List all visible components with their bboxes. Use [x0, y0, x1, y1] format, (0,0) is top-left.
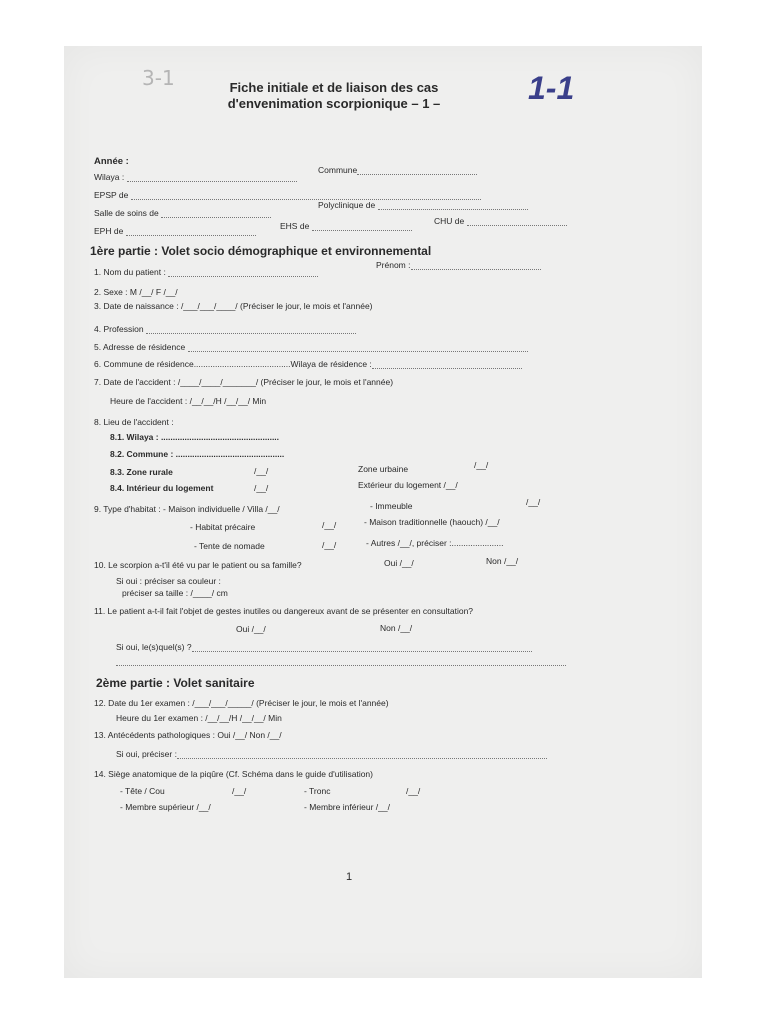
q6-label: 6. Commune de résidence.........................................Wilaya de résidence : [94, 359, 372, 369]
handwritten-reference: 1-1 [528, 70, 575, 106]
form-title [204, 80, 464, 112]
q10-non-checkbox[interactable]: Non /__/ [486, 556, 519, 566]
q7-date-accident[interactable]: 7. Date de l'accident : /____/____/_______/ (Préciser le jour, le mois et l'année) [94, 377, 394, 387]
wilaya-label: Wilaya : [94, 172, 125, 182]
part2-title: 2ème partie : Volet sanitaire [96, 676, 255, 690]
q8-2-commune[interactable]: 8.2. Commune : .............................................. [110, 449, 285, 459]
q9-tente-checkbox[interactable]: /__/ [322, 540, 337, 550]
q8-3-zone-rurale-label: 8.3. Zone rurale [110, 467, 173, 477]
chu-label: CHU de [434, 216, 465, 226]
salle-label: Salle de soins de [94, 208, 159, 218]
title-line-2: d'envenimation scorpionique – 1 – [227, 96, 441, 111]
q14-tete-label: - Tête / Cou [120, 786, 165, 796]
q11-gestes: 11. Le patient a-t-il fait l'objet de gestes inutiles ou dangereux avant de se présenter en consultation? [94, 606, 474, 616]
q9-precaire-label: - Habitat précaire [190, 522, 256, 532]
q14-membre-superieur-option[interactable]: - Membre supérieur /__/ [120, 802, 211, 812]
q8-3-zone-urbaine-checkbox[interactable]: /__/ [474, 460, 489, 470]
q8-3-zone-urbaine-label: Zone urbaine [358, 464, 409, 474]
q9-autres-option[interactable]: - Autres /__/, préciser :...................... [366, 538, 504, 548]
wilaya-field[interactable] [94, 172, 297, 182]
ehs-label: EHS de [280, 221, 310, 231]
q1-nom-field[interactable] [94, 267, 318, 277]
q1-label: 1. Nom du patient : [94, 267, 166, 277]
q8-lieu: 8. Lieu de l'accident : [94, 417, 174, 427]
q12-heure-examen[interactable]: Heure du 1er examen : /__/__/H /__/__/ Min [116, 713, 282, 723]
q13-preciser-label: Si oui, préciser : [116, 749, 177, 759]
q4-profession-field[interactable] [94, 324, 356, 334]
q4-label: 4. Profession [94, 324, 144, 334]
q8-3-zone-rurale-checkbox[interactable]: /__/ [254, 466, 269, 476]
chu-field[interactable] [434, 216, 567, 226]
q6-commune-field[interactable] [94, 359, 522, 369]
q14-membre-inferieur-option[interactable]: - Membre inférieur /__/ [304, 802, 390, 812]
polyclinique-field[interactable] [318, 200, 528, 210]
q9-traditionnelle-option[interactable]: - Maison traditionnelle (haouch) /__/ [364, 517, 500, 527]
part1-title: 1ère partie : Volet socio démographique et environnemental [90, 244, 432, 258]
eph-label: EPH de [94, 226, 124, 236]
q9-precaire-checkbox[interactable]: /__/ [322, 520, 337, 530]
q11-lesquels-line-2[interactable] [116, 656, 566, 666]
q8-4-exterieur-option[interactable]: Extérieur du logement /__/ [358, 480, 458, 490]
q9-type-habitat[interactable]: 9. Type d'habitat : - Maison individuelle / Villa /__/ [94, 504, 280, 514]
epsp-label: EPSP de [94, 190, 129, 200]
q3-date-naissance[interactable]: 3. Date de naissance : /___/___/____/ (Préciser le jour, le mois et l'année) [94, 301, 373, 311]
ehs-field[interactable] [280, 221, 412, 231]
q10-couleur-field[interactable]: Si oui : préciser sa couleur : [116, 576, 221, 586]
polyclinique-label: Polyclinique de [318, 200, 376, 210]
q8-4-interieur-checkbox[interactable]: /__/ [254, 483, 269, 493]
q14-tronc-checkbox[interactable]: /__/ [406, 786, 421, 796]
q13-antecedents[interactable]: 13. Antécédents pathologiques : Oui /__/ Non /__/ [94, 730, 282, 740]
q14-siege-piqure: 14. Siège anatomique de la piqûre (Cf. Schéma dans le guide d'utilisation) [94, 769, 373, 779]
q10-oui-checkbox[interactable]: Oui /__/ [384, 558, 414, 568]
q1-prenom-label: Prénom : [376, 260, 411, 270]
q14-tete-checkbox[interactable]: /__/ [232, 786, 247, 796]
commune-label: Commune [318, 165, 358, 175]
q2-sexe[interactable]: 2. Sexe : M /__/ F /__/ [94, 287, 178, 297]
q10-taille-field[interactable]: préciser sa taille : /____/ cm [122, 588, 228, 598]
title-line-1: Fiche initiale et de liaison des cas [229, 80, 439, 95]
eph-field[interactable] [94, 226, 256, 236]
q9-tente-label: - Tente de nomade [194, 541, 265, 551]
q9-immeuble-checkbox[interactable]: /__/ [526, 497, 541, 507]
q11-oui-checkbox[interactable]: Oui /__/ [236, 624, 266, 634]
q12-date-examen[interactable]: 12. Date du 1er examen : /___/___/_____/ (Préciser le jour, le mois et l'année) [94, 698, 389, 708]
q13-preciser-field[interactable] [116, 749, 547, 759]
q11-non-checkbox[interactable]: Non /__/ [380, 623, 413, 633]
q1-prenom-field[interactable] [376, 260, 541, 270]
q8-4-interieur-label: 8.4. Intérieur du logement [110, 483, 214, 493]
q7-heure-accident[interactable]: Heure de l'accident : /__/__/H /__/__/ Min [110, 396, 267, 406]
epsp-field[interactable] [94, 190, 481, 200]
faint-pencil-mark: 3-1 [142, 66, 175, 90]
q8-1-wilaya[interactable]: 8.1. Wilaya : .................................................. [110, 432, 280, 442]
q11-lesquels-field[interactable] [116, 642, 532, 652]
q5-label: 5. Adresse de résidence [94, 342, 186, 352]
q14-tronc-label: - Tronc [304, 786, 331, 796]
form-sheet [64, 46, 702, 978]
annee-label: Année : [94, 156, 129, 167]
commune-field[interactable] [318, 165, 477, 175]
q11-lesquels-label: Si oui, le(s)quel(s) ? [116, 642, 192, 652]
salle-field[interactable] [94, 208, 271, 218]
q5-adresse-field[interactable] [94, 342, 528, 352]
q10-scorpion-vu: 10. Le scorpion a-t'il été vu par le patient ou sa famille? [94, 560, 302, 570]
page-number: 1 [346, 871, 353, 883]
q9-immeuble-label: - Immeuble [370, 501, 413, 511]
